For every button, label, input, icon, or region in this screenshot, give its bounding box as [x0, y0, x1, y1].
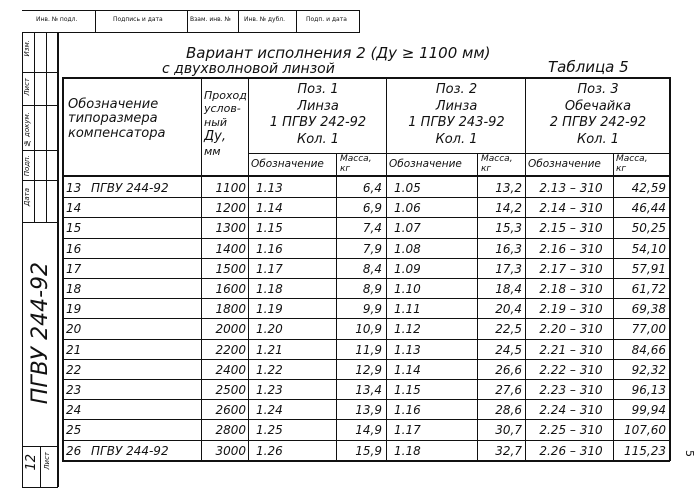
cell-m1: 6,9: [362, 201, 382, 215]
cell-du: 1200: [215, 201, 246, 215]
cell-n: 15: [66, 221, 82, 235]
row-separator: [62, 440, 670, 441]
subheader-designation-2: Обозначение: [389, 158, 462, 170]
cell-m2: 32,7: [495, 444, 522, 458]
stamp-col-inv-dup: Инв. № дубл.: [244, 16, 286, 23]
cell-p3: 2.25 – 310: [539, 423, 603, 437]
cell-m2: 16,3: [495, 242, 522, 256]
cell-p1: 1.19: [256, 302, 283, 316]
header-pos3: Поз. 3 Обечайка 2 ПГВУ 242-92 Кол. 1: [549, 82, 647, 147]
cell-m3: 77,00: [631, 322, 666, 336]
side-stamp-sign: Подп.: [23, 155, 31, 177]
cell-p1: 1.22: [256, 363, 283, 377]
cell-m2: 18,4: [495, 282, 522, 296]
cell-p2: 1.11: [394, 302, 421, 316]
table-label: Таблица 5: [548, 58, 629, 76]
cell-m1: 8,4: [362, 262, 382, 276]
side-stamp-doc: № докум.: [23, 112, 31, 148]
cell-p1: 1.18: [256, 282, 283, 296]
cell-m3: 92,32: [631, 363, 666, 377]
cell-m2: 17,3: [495, 262, 522, 276]
row-separator: [62, 379, 670, 380]
cell-m3: 115,23: [624, 444, 666, 458]
stamp-col-inv-orig: Инв. № подл.: [36, 16, 78, 23]
cell-p1: 1.23: [256, 383, 283, 397]
stamp-col-replace-inv: Взам. инв. №: [190, 16, 231, 23]
stamp-top-line: [22, 10, 360, 11]
row-separator: [62, 318, 670, 319]
side-stamp-date: Дата: [23, 188, 31, 207]
cell-m3: 69,38: [631, 302, 666, 316]
cell-du: 2600: [215, 403, 246, 417]
frame-left-inner: [57, 32, 59, 487]
cell-name: ПГВУ 244-92: [91, 181, 169, 195]
cell-n: 24: [66, 403, 82, 417]
cell-p2: 1.18: [394, 444, 421, 458]
cell-du: 1800: [215, 302, 246, 316]
cell-m3: 96,13: [631, 383, 666, 397]
cell-m2: 14,2: [495, 201, 522, 215]
header-pos2: Поз. 2 Линза 1 ПГВУ 243-92 Кол. 1: [408, 82, 505, 147]
cell-p2: 1.05: [394, 181, 421, 195]
cell-du: 2400: [215, 363, 246, 377]
cell-p1: 1.26: [256, 444, 283, 458]
title-line-2: с двухволновой линзой: [162, 61, 335, 77]
cell-n: 18: [66, 282, 82, 296]
cell-p1: 1.15: [256, 221, 283, 235]
cell-m2: 22,5: [495, 322, 522, 336]
side-stamp-izm: Изм.: [23, 40, 31, 57]
cell-p2: 1.12: [394, 322, 421, 336]
cell-p3: 2.19 – 310: [539, 302, 603, 316]
title-line-1: Вариант исполнения 2 (Ду ≥ 1100 мм): [186, 44, 491, 62]
row-separator: [62, 359, 670, 360]
table-header-bottom-line: [62, 175, 670, 177]
cell-p3: 2.26 – 310: [539, 444, 603, 458]
cell-du: 1600: [215, 282, 246, 296]
cell-m2: 13,2: [495, 181, 522, 195]
cell-p1: 1.25: [256, 423, 283, 437]
cell-p1: 1.21: [256, 343, 283, 357]
cell-m1: 13,4: [355, 383, 382, 397]
cell-m1: 10,9: [355, 322, 382, 336]
cell-m3: 107,60: [624, 423, 666, 437]
side-document-code: ПГВУ 244-92: [28, 262, 53, 405]
cell-p1: 1.17: [256, 262, 283, 276]
cell-p1: 1.13: [256, 181, 283, 195]
subheader-mass-1: Масса, кг: [340, 154, 372, 174]
row-separator: [62, 258, 670, 259]
cell-du: 1400: [215, 242, 246, 256]
subheader-designation-3: Обозначение: [528, 158, 601, 170]
cell-m2: 30,7: [495, 423, 522, 437]
cell-n: 20: [66, 322, 82, 336]
page-mark: 5: [683, 450, 696, 457]
cell-du: 2200: [215, 343, 246, 357]
cell-p2: 1.10: [394, 282, 421, 296]
cell-n: 25: [66, 423, 82, 437]
cell-m2: 20,4: [495, 302, 522, 316]
cell-p3: 2.15 – 310: [539, 221, 603, 235]
cell-du: 3000: [215, 444, 246, 458]
cell-m3: 46,44: [631, 201, 666, 215]
cell-m1: 7,9: [362, 242, 382, 256]
row-separator: [62, 197, 670, 198]
cell-p1: 1.24: [256, 403, 283, 417]
cell-m1: 15,9: [355, 444, 382, 458]
subheader-designation-1: Обозначение: [251, 158, 324, 170]
cell-m2: 27,6: [495, 383, 522, 397]
cell-du: 2000: [215, 322, 246, 336]
stamp-bottom-line: [22, 32, 360, 33]
stamp-col-sign-date: Подпись и дата: [113, 16, 163, 23]
cell-du: 2500: [215, 383, 246, 397]
cell-p3: 2.22 – 310: [539, 363, 603, 377]
cell-n: 19: [66, 302, 82, 316]
header-pos1: Поз. 1 Линза 1 ПГВУ 242-92 Кол. 1: [269, 82, 367, 147]
cell-m2: 28,6: [495, 403, 522, 417]
cell-p3: 2.20 – 310: [539, 322, 603, 336]
cell-p2: 1.14: [394, 363, 421, 377]
cell-du: 1500: [215, 262, 246, 276]
row-separator: [62, 298, 670, 299]
cell-p1: 1.14: [256, 201, 283, 215]
cell-p2: 1.16: [394, 403, 421, 417]
cell-n: 22: [66, 363, 82, 377]
cell-n: 17: [66, 262, 82, 276]
cell-m3: 84,66: [631, 343, 666, 357]
cell-m2: 26,6: [495, 363, 522, 377]
cell-m1: 11,9: [355, 343, 382, 357]
cell-p2: 1.15: [394, 383, 421, 397]
cell-du: 1100: [215, 181, 246, 195]
cell-n: 21: [66, 343, 82, 357]
cell-p3: 2.14 – 310: [539, 201, 603, 215]
cell-m3: 54,10: [631, 242, 666, 256]
cell-p1: 1.16: [256, 242, 283, 256]
subheader-mass-3: Масса, кг: [616, 154, 648, 174]
cell-p3: 2.23 – 310: [539, 383, 603, 397]
cell-m1: 6,4: [362, 181, 382, 195]
table-top-line: [62, 77, 670, 79]
cell-p2: 1.17: [394, 423, 421, 437]
cell-m3: 61,72: [631, 282, 666, 296]
cell-n: 13: [66, 181, 82, 195]
cell-p3: 2.21 – 310: [539, 343, 603, 357]
cell-n: 26: [66, 444, 82, 458]
row-separator: [62, 339, 670, 340]
frame-left-outer: [22, 32, 23, 487]
cell-p1: 1.20: [256, 322, 283, 336]
cell-p3: 2.24 – 310: [539, 403, 603, 417]
header-passage: Проход услов- ный Ду, мм: [204, 89, 247, 159]
cell-p2: 1.08: [394, 242, 421, 256]
row-separator: [62, 217, 670, 218]
sheet-label: Лист: [43, 452, 51, 470]
cell-m1: 12,9: [355, 363, 382, 377]
cell-m2: 15,3: [495, 221, 522, 235]
cell-p3: 2.16 – 310: [539, 242, 603, 256]
cell-m1: 8,9: [362, 282, 382, 296]
cell-du: 2800: [215, 423, 246, 437]
cell-p2: 1.07: [394, 221, 421, 235]
cell-m1: 9,9: [362, 302, 382, 316]
cell-n: 16: [66, 242, 82, 256]
cell-p2: 1.06: [394, 201, 421, 215]
cell-m3: 42,59: [631, 181, 666, 195]
cell-m1: 13,9: [355, 403, 382, 417]
cell-m2: 24,5: [495, 343, 522, 357]
table-bottom-line: [62, 460, 670, 462]
cell-name: ПГВУ 244-92: [91, 444, 169, 458]
subheader-mass-2: Масса, кг: [481, 154, 513, 174]
cell-p3: 2.17 – 310: [539, 262, 603, 276]
stamp-col-sign-date2: Подп. и дата: [306, 16, 347, 23]
row-separator: [62, 238, 670, 239]
cell-n: 14: [66, 201, 82, 215]
side-stamp-list: Лист: [23, 78, 31, 96]
cell-n: 23: [66, 383, 82, 397]
cell-m3: 99,94: [631, 403, 666, 417]
sheet-number: 12: [24, 454, 39, 471]
cell-p3: 2.13 – 310: [539, 181, 603, 195]
cell-p2: 1.13: [394, 343, 421, 357]
header-designation: Обозначение типоразмера компенсатора: [68, 97, 166, 141]
cell-m3: 50,25: [631, 221, 666, 235]
row-separator: [62, 278, 670, 279]
cell-p2: 1.09: [394, 262, 421, 276]
row-separator: [62, 419, 670, 420]
cell-p3: 2.18 – 310: [539, 282, 603, 296]
cell-m1: 14,9: [355, 423, 382, 437]
cell-du: 1300: [215, 221, 246, 235]
cell-m1: 7,4: [362, 221, 382, 235]
row-separator: [62, 399, 670, 400]
cell-m3: 57,91: [631, 262, 666, 276]
